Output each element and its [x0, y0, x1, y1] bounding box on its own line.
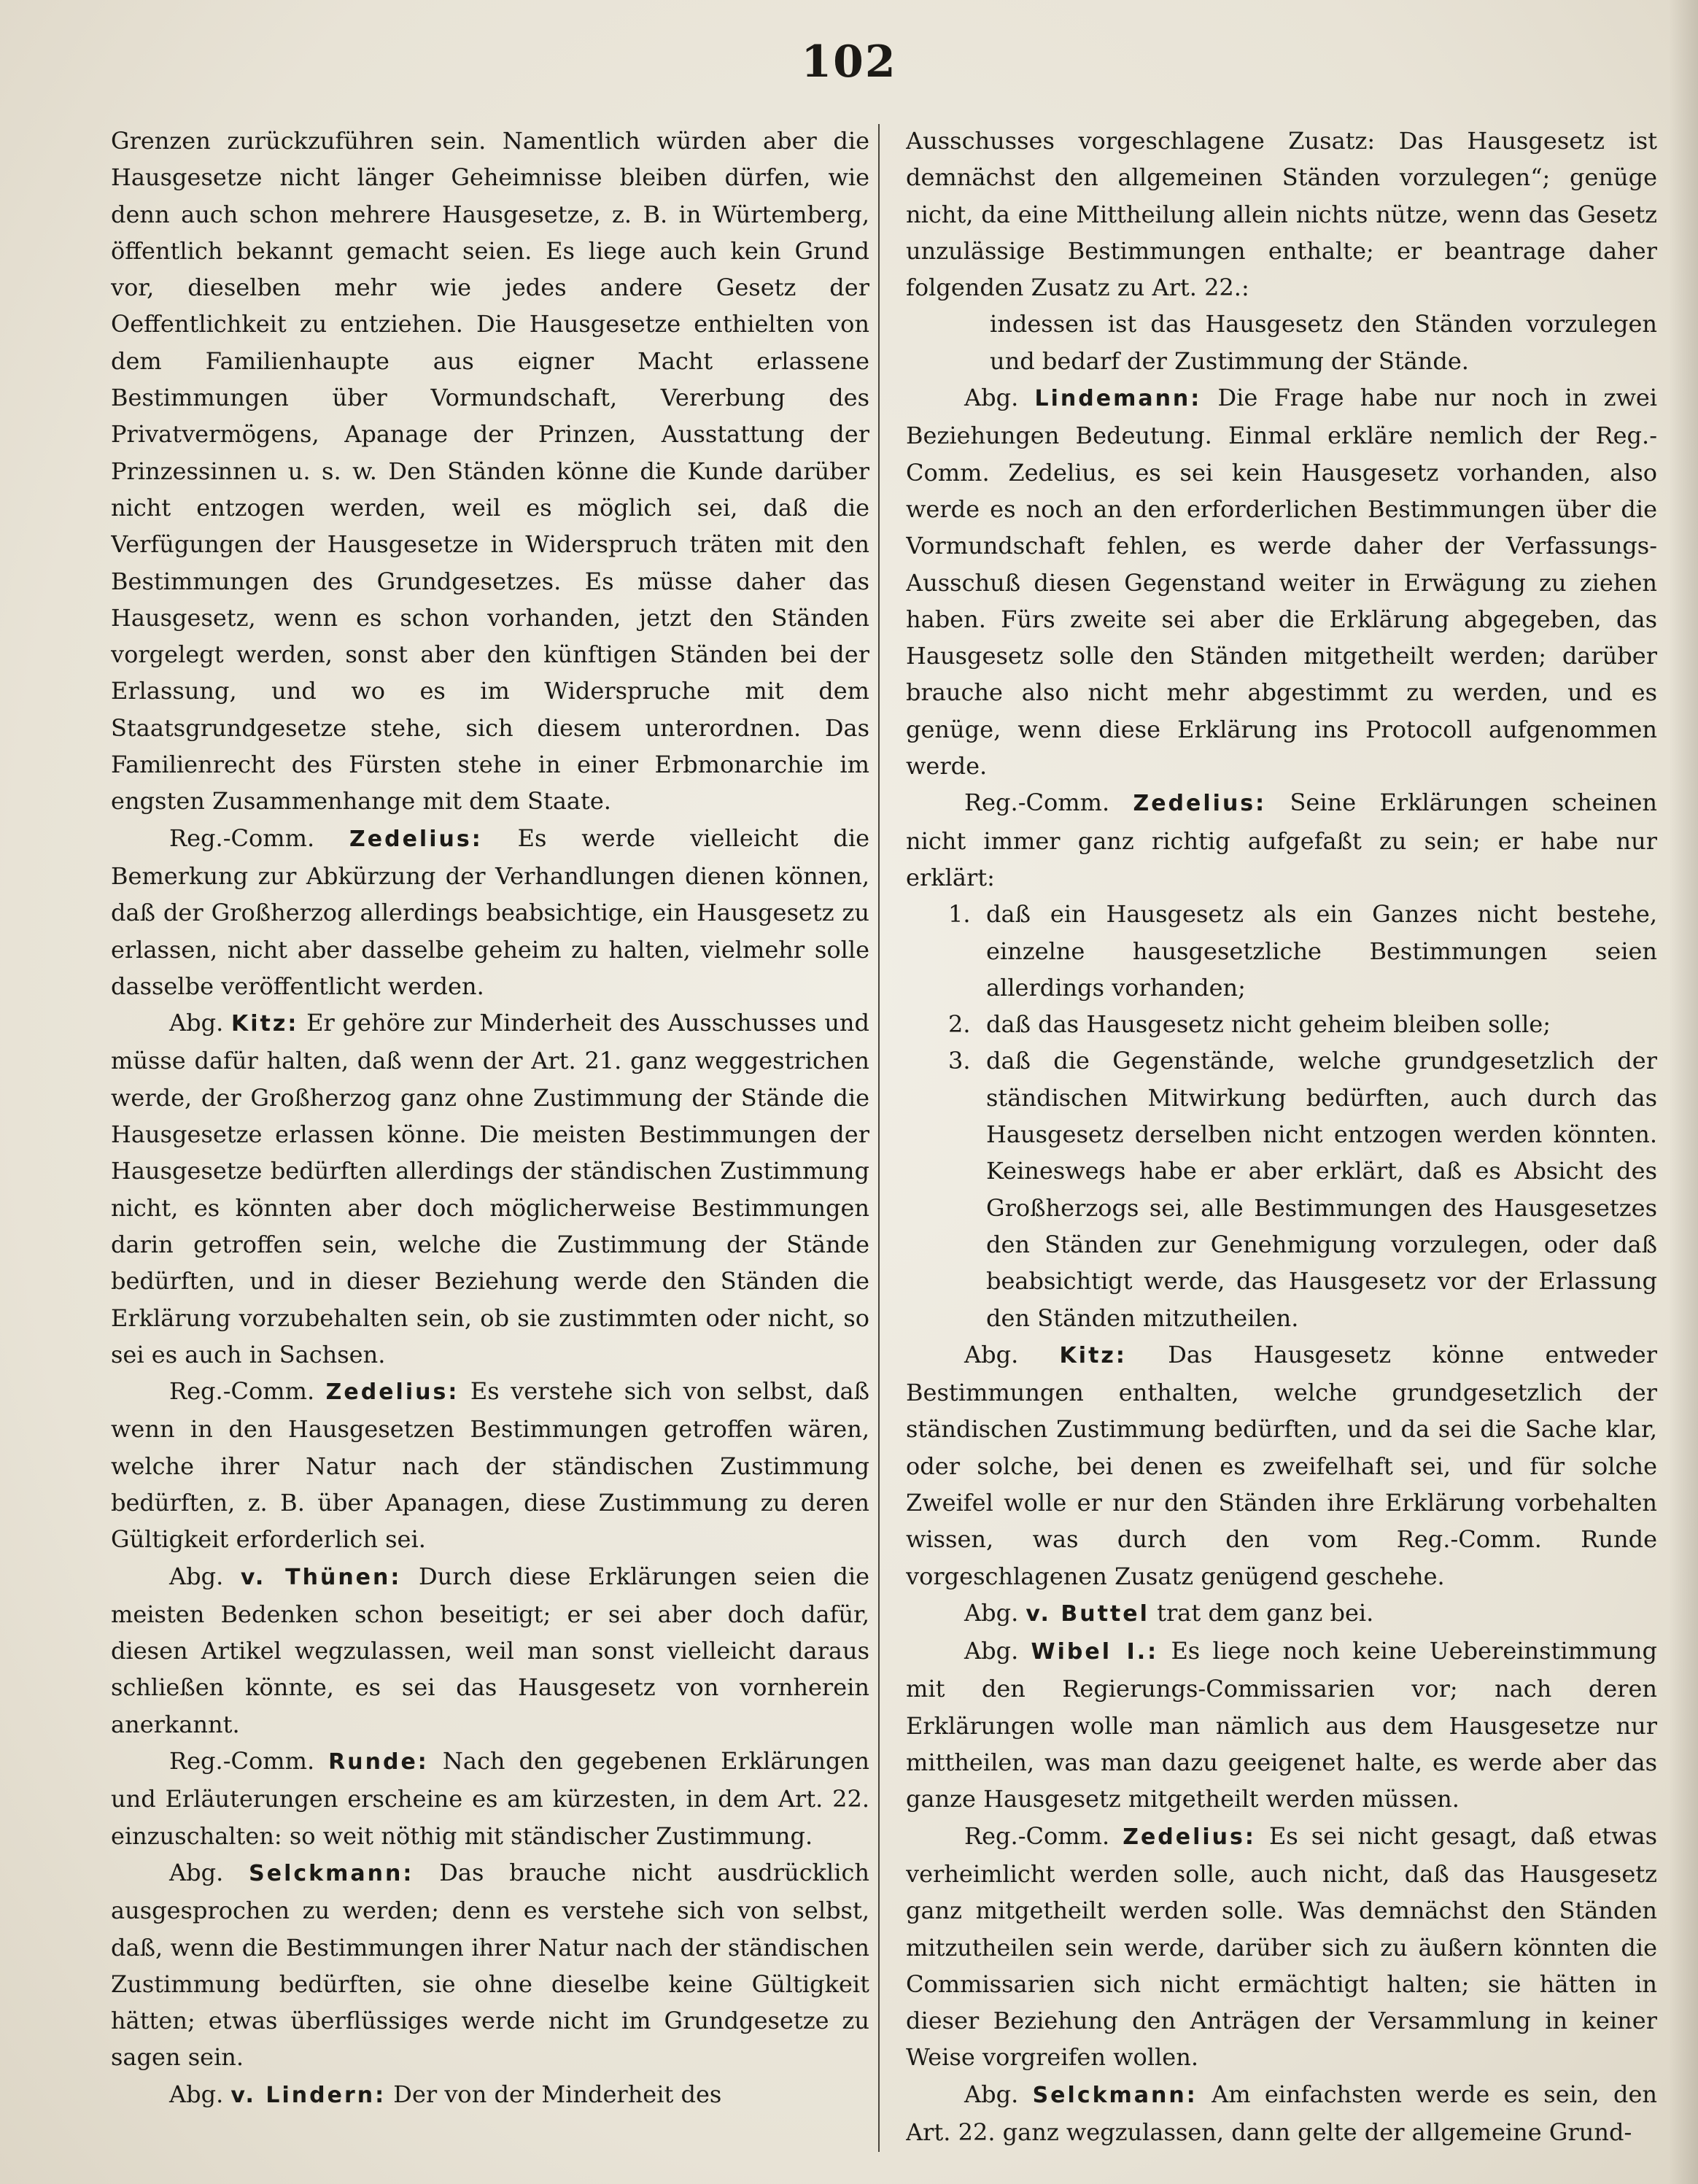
speaker-title: Abg.	[964, 2080, 1019, 2108]
speaker-name: v. Thünen:	[240, 1564, 402, 1590]
speaker-title: Abg.	[169, 1858, 224, 1886]
list-item-number: 1.	[948, 900, 971, 929]
speech-text: Seine Erklärungen scheinen nicht immer ganz richtig aufgefaßt zu sein; er habe nur erklärt:	[906, 789, 1657, 891]
speech-paragraph	[906, 1818, 1657, 2076]
paragraph: Ausschusses vorgeschlagene Zusatz: Das Hausgesetz ist demnächst den allgemeinen Ständen vorzulegen“; genüge nicht, da eine Mittheilung allein nichts nütze, wenn das Gesetz unzulässige Bestimmungen enthalte; er beantrage daher folgenden Zusatz zu Art. 22.:	[906, 127, 1657, 302]
speaker-title: Reg.-Comm.	[169, 1377, 315, 1406]
speech-paragraph	[906, 2076, 1657, 2151]
speech-text: Es sei nicht gesagt, daß etwas verheimlicht werden solle, auch nicht, daß das Hausgesetz ganz mitgetheilt werden solle. Was demnächst den Ständen mitzutheilen sein werde, darüber sich zu äußern könnten die Commissarien sich nicht ermächtigt halten; sie hätten in dieser Beziehung den Anträgen der Versammlung in keiner Weise vorgreifen wollen.	[906, 1821, 1657, 2072]
speech-text: Das brauche nicht ausdrücklich ausgesprochen zu werden; denn es verstehe sich von selbst, daß, wenn die Bestimmungen ihrer Natur nach der ständischen Zustimmung bedürften, sie ohne dieselbe keine Gültigkeit hätten; etwas überflüssiges werde nicht im Grundgesetze zu sagen sein.	[111, 1858, 869, 2072]
speech-paragraph	[111, 1743, 869, 1854]
speaker-name: v. Buttel	[1026, 1600, 1150, 1627]
speaker-title: Abg.	[964, 1637, 1019, 1665]
numbered-list	[906, 896, 1657, 1336]
speaker-title: Reg.-Comm.	[169, 1747, 315, 1776]
speaker-name: Selckmann:	[1032, 2082, 1198, 2108]
speaker-title: Abg.	[964, 1340, 1019, 1368]
column-divider	[878, 124, 880, 2152]
list-item-text: daß die Gegenstände, welche grundgesetzlich der ständischen Mitwirkung bedürften, auch durch das Hausgesetz derselben nicht entzogen werden könnten. Keineswegs habe er aber erklärt, daß es Absicht des Großherzogs sei, alle Bestimmungen des Hausgesetzes den Ständen zur Genehmigung vorzulegen, oder daß beabsichtigt werde, das Hausgesetz vor der Erlassung den Ständen mitzutheilen.	[986, 1047, 1657, 1332]
speaker-title: Reg.-Comm.	[964, 1821, 1110, 1850]
speech-text: Die Frage habe nur noch in zwei Beziehungen Bedeutung. Einmal erkläre nemlich der Reg.-Comm. Zedelius, es sei kein Hausgesetz vorhanden, also werde es noch an den erforderlichen Bestimmungen über die Vormundschaft fehlen, es werde daher der Verfassungs-Ausschuß diesen Gegenstand weiter in Erwägung zu ziehen haben. Fürs zweite sei aber die Erklärung abgegeben, das Hausgesetz solle den Ständen mitgetheilt werden; darüber brauche also nicht mehr abgestimmt zu werden, und es genüge, wenn diese Erklärung ins Protocoll aufgenommen werde.	[906, 384, 1657, 781]
list-item	[906, 1006, 1657, 1042]
speaker-title: Abg.	[169, 1562, 224, 1590]
speech-text: Es liege noch keine Uebereinstimmung mit den Regierungs-Commissarien vor; nach deren Erklärungen wolle man nämlich aus dem Hausgesetze nur mittheilen, was man dazu geeigenet halte, es werde aber das ganze Hausgesetz mitgetheilt werden müssen.	[906, 1637, 1657, 1813]
page-edge-shadow	[1669, 0, 1698, 2184]
speaker-title: Abg.	[169, 1009, 224, 1037]
right-column	[906, 123, 1657, 2165]
speech-text: Am einfachsten werde es sein, den Art. 22. ganz wegzulassen, dann gelte der allgemeine Grund-	[906, 2080, 1657, 2147]
speech-paragraph	[906, 784, 1657, 896]
speech-text: Nach den gegebenen Erklärungen und Erläuterungen erscheine es am kürzesten, in dem Art. 22. einzuschalten: so weit nöthig mit ständischer Zustimmung.	[111, 1747, 869, 1850]
speech-paragraph	[111, 1558, 869, 1743]
speech-text: trat dem ganz bei.	[1157, 1598, 1374, 1627]
list-item-number: 3.	[948, 1047, 971, 1075]
speaker-title: Abg.	[964, 1598, 1019, 1627]
speaker-name: Selckmann:	[249, 1860, 414, 1886]
paragraph: Grenzen zurückzuführen sein. Namentlich würden aber die Hausgesetze nicht länger Geheimnisse bleiben dürfen, wie denn auch schon mehrere Hausgesetze, z. B. in Würtemberg, öffentlich bekannt gemacht seien. Es liege auch kein Grund vor, dieselben mehr wie jedes andere Gesetz der Oeffentlichkeit zu entziehen. Die Hausgesetze enthielten von dem Familienhaupte aus eigner Macht erlassene Bestimmungen über Vormundschaft, Vererbung des Privatvermögens, Apanage der Prinzen, Ausstattung der Prinzessinnen u. s. w. Den Ständen könne die Kunde darüber nicht entzogen werden, weil es möglich sei, daß die Verfügungen der Hausgesetze in Widerspruch träten mit den Bestimmungen des Grundgesetzes. Es müsse daher das Hausgesetz, wenn es schon vorhanden, jetzt den Ständen vorgelegt werden, sonst aber den künftigen Ständen bei der Erlassung, und wo es im Widerspruche mit dem Staatsgrundgesetze stehe, sich diesem unterordnen. Das Familienrecht des Fürsten stehe in einer Erbmonarchie im engsten Zusammenhange mit dem Staate.	[111, 127, 869, 816]
speaker-name: Wibel I.:	[1031, 1639, 1159, 1665]
speech-paragraph	[111, 1004, 869, 1373]
list-item	[906, 1042, 1657, 1336]
speech-paragraph	[111, 2076, 869, 2114]
speech-paragraph	[906, 379, 1657, 784]
speaker-name: Lindemann:	[1034, 386, 1202, 412]
speech-paragraph	[906, 1336, 1657, 1595]
page-number: 102	[801, 36, 897, 88]
list-item-text: daß ein Hausgesetz als ein Ganzes nicht bestehe, einzelne hausgesetzliche Bestimmungen seien allerdings vorhanden;	[986, 900, 1657, 1002]
speech-text: Durch diese Erklärungen seien die meisten Bedenken schon beseitigt; er sei aber doch dafür, diesen Artikel wegzulassen, weil man sonst vielleicht daraus schließen könnte, es sei das Hausgesetz von vornherein anerkannt.	[111, 1562, 869, 1738]
speech-text: Er gehöre zur Minderheit des Ausschusses und müsse dafür halten, daß wenn der Art. 21. ganz weggestrichen werde, der Großherzog ganz ohne Zustimmung der Stände die Hausgesetze erlassen könne. Die meisten Bestimmungen der Hausgesetze bedürften allerdings der ständischen Zustimmung nicht, es könnten aber doch möglicherweise Bestimmungen darin getroffen sein, welche die Zustimmung der Stände bedürften, und in dieser Beziehung werde den Ständen die Erklärung vorzubehalten sein, ob sie zustimmten oder nicht, so sei es auch in Sachsen.	[111, 1009, 869, 1368]
speaker-name: Kitz:	[231, 1011, 299, 1037]
speaker-name: Zedelius:	[349, 826, 483, 852]
speech-paragraph	[906, 1633, 1657, 1817]
list-item	[906, 896, 1657, 1006]
speaker-title: Reg.-Comm.	[169, 824, 315, 852]
list-item-number: 2.	[948, 1010, 971, 1039]
speech-paragraph	[111, 1373, 869, 1557]
speech-text: Es verstehe sich von selbst, daß wenn in den Hausgesetzen Bestimmungen getroffen wären, welche ihrer Natur nach der ständischen Zustimmung bedürften, z. B. über Apanagen, diese Zustimmung zu deren Gültigkeit erforderlich sei.	[111, 1377, 869, 1554]
speech-paragraph	[906, 1595, 1657, 1633]
list-item-text: daß das Hausgesetz nicht geheim bleiben solle;	[986, 1010, 1551, 1039]
speaker-name: v. Lindern:	[230, 2082, 387, 2108]
speech-paragraph	[111, 820, 869, 1004]
speech-text: Der von der Minderheit des	[393, 2080, 722, 2108]
speech-paragraph	[111, 1854, 869, 2076]
speaker-title: Reg.-Comm.	[964, 789, 1110, 817]
speaker-name: Zedelius:	[325, 1379, 460, 1406]
speaker-name: Runde:	[328, 1749, 429, 1776]
speaker-name: Zedelius:	[1133, 791, 1267, 817]
proposed-amendment: indessen ist das Hausgesetz den Ständen vorzulegen und bedarf der Zustimmung der Stände.	[990, 310, 1657, 375]
speaker-title: Abg.	[964, 384, 1019, 412]
speaker-name: Zedelius:	[1123, 1824, 1256, 1850]
speech-text: Das Hausgesetz könne entweder Bestimmungen enthalten, welche grundgesetzlich der ständischen Zustimmung bedürften, und da sei die Sache klar, oder solche, bei denen es zweifelhaft sei, und für solche Zweifel wolle er nur den Ständen ihre Erklärung vorbehalten wissen, was durch den vom Reg.-Comm. Runde vorgeschlagenen Zusatz genügend geschehe.	[906, 1340, 1657, 1590]
speech-text: Es werde vielleicht die Bemerkung zur Abkürzung der Verhandlungen dienen können, daß der Großherzog allerdings beabsichtige, ein Hausgesetz zu erlassen, nicht aber dasselbe geheim zu halten, vielmehr solle dasselbe veröffentlicht werden.	[111, 824, 869, 1000]
speaker-name: Kitz:	[1059, 1342, 1127, 1368]
speaker-title: Abg.	[169, 2080, 224, 2108]
left-column	[111, 123, 869, 2165]
